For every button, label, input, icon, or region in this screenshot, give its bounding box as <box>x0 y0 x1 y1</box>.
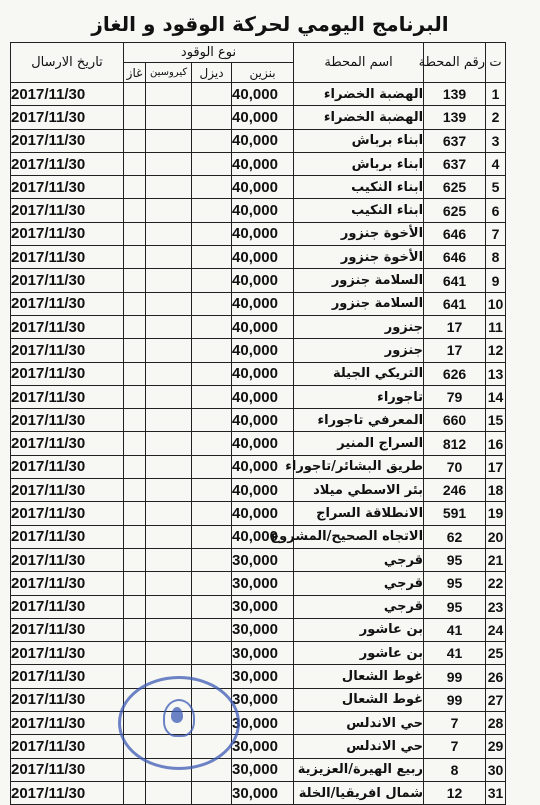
header-petrol: بنزين <box>232 63 294 83</box>
diesel-amount <box>192 479 232 502</box>
kerosene-amount <box>146 339 192 362</box>
petrol-amount: 40,000 <box>232 315 294 338</box>
table-row <box>11 176 506 199</box>
send-date: 2017/11/30 <box>11 548 124 571</box>
station-name: الهضبة الخضراء <box>294 106 424 129</box>
gas-amount <box>124 409 146 432</box>
send-date: 2017/11/30 <box>11 176 124 199</box>
table-row <box>11 665 506 688</box>
station-name: الأخوة جنزور <box>294 222 424 245</box>
send-date: 2017/11/30 <box>11 129 124 152</box>
table-row <box>11 618 506 641</box>
send-date: 2017/11/30 <box>11 618 124 641</box>
petrol-amount: 40,000 <box>232 106 294 129</box>
send-date: 2017/11/30 <box>11 83 124 106</box>
kerosene-amount <box>146 362 192 385</box>
send-date: 2017/11/30 <box>11 735 124 758</box>
diesel-amount <box>192 315 232 338</box>
gas-amount <box>124 199 146 222</box>
kerosene-amount <box>146 129 192 152</box>
gas-amount <box>124 362 146 385</box>
station-number: 41 <box>424 642 486 665</box>
kerosene-amount <box>146 642 192 665</box>
kerosene-amount <box>146 83 192 106</box>
petrol-amount: 40,000 <box>232 385 294 408</box>
kerosene-amount <box>146 618 192 641</box>
petrol-amount: 30,000 <box>232 595 294 618</box>
row-index: 12 <box>486 339 506 362</box>
droplet-icon <box>171 707 183 723</box>
station-name: حي الاندلس <box>294 712 424 735</box>
station-number: 641 <box>424 269 486 292</box>
table-row <box>11 106 506 129</box>
table-row <box>11 548 506 571</box>
petrol-amount: 40,000 <box>232 246 294 269</box>
diesel-amount <box>192 595 232 618</box>
row-index: 9 <box>486 269 506 292</box>
row-index: 10 <box>486 292 506 315</box>
diesel-amount <box>192 339 232 362</box>
send-date: 2017/11/30 <box>11 362 124 385</box>
petrol-amount: 40,000 <box>232 502 294 525</box>
diesel-amount <box>192 548 232 571</box>
row-index: 27 <box>486 688 506 711</box>
kerosene-amount <box>146 548 192 571</box>
kerosene-amount <box>146 315 192 338</box>
station-name: التريكي الجيلة <box>294 362 424 385</box>
petrol-amount: 40,000 <box>232 432 294 455</box>
gas-amount <box>124 642 146 665</box>
row-index: 28 <box>486 712 506 735</box>
table-row <box>11 246 506 269</box>
table-row <box>11 595 506 618</box>
gas-amount <box>124 315 146 338</box>
station-number: 41 <box>424 618 486 641</box>
station-number: 17 <box>424 339 486 362</box>
table-row <box>11 339 506 362</box>
gas-amount <box>124 246 146 269</box>
station-number: 812 <box>424 432 486 455</box>
row-index: 21 <box>486 548 506 571</box>
gas-amount <box>124 292 146 315</box>
gas-amount <box>124 152 146 175</box>
station-name: غوط الشعال <box>294 688 424 711</box>
station-number: 17 <box>424 315 486 338</box>
kerosene-amount <box>146 409 192 432</box>
fuel-schedule-table <box>10 42 506 805</box>
row-index: 5 <box>486 176 506 199</box>
gas-amount <box>124 106 146 129</box>
station-name: ابناء النكيب <box>294 176 424 199</box>
kerosene-amount <box>146 106 192 129</box>
gas-amount <box>124 269 146 292</box>
diesel-amount <box>192 292 232 315</box>
table-row <box>11 455 506 478</box>
station-name: ابناء برباش <box>294 129 424 152</box>
table-row <box>11 362 506 385</box>
diesel-amount <box>192 502 232 525</box>
station-name: غوط الشعال <box>294 665 424 688</box>
station-name: المعرفي تاجوراء <box>294 409 424 432</box>
row-index: 23 <box>486 595 506 618</box>
gas-amount <box>124 618 146 641</box>
send-date: 2017/11/30 <box>11 525 124 548</box>
header-kerosene: كيروسين <box>146 63 192 83</box>
diesel-amount <box>192 572 232 595</box>
gas-amount <box>124 83 146 106</box>
kerosene-amount <box>146 781 192 804</box>
petrol-amount: 40,000 <box>232 222 294 245</box>
table-row <box>11 712 506 735</box>
send-date: 2017/11/30 <box>11 432 124 455</box>
petrol-amount: 40,000 <box>232 129 294 152</box>
row-index: 7 <box>486 222 506 245</box>
table-row <box>11 688 506 711</box>
table-row <box>11 292 506 315</box>
gas-amount <box>124 176 146 199</box>
send-date: 2017/11/30 <box>11 339 124 362</box>
row-index: 26 <box>486 665 506 688</box>
station-number: 139 <box>424 83 486 106</box>
gas-amount <box>124 758 146 781</box>
send-date: 2017/11/30 <box>11 712 124 735</box>
diesel-amount <box>192 83 232 106</box>
station-name: قرجي <box>294 595 424 618</box>
station-name: بن عاشور <box>294 642 424 665</box>
station-name: تاجوراء <box>294 385 424 408</box>
row-index: 17 <box>486 455 506 478</box>
petrol-amount: 30,000 <box>232 735 294 758</box>
gas-amount <box>124 432 146 455</box>
send-date: 2017/11/30 <box>11 292 124 315</box>
gas-amount <box>124 781 146 804</box>
header-diesel: ديزل <box>192 63 232 83</box>
station-number: 7 <box>424 735 486 758</box>
station-name: جنزور <box>294 315 424 338</box>
table-row <box>11 222 506 245</box>
petrol-amount: 40,000 <box>232 199 294 222</box>
official-stamp <box>118 676 240 770</box>
row-index: 30 <box>486 758 506 781</box>
station-name: الهضبة الخضراء <box>294 83 424 106</box>
header-send-date: تاريخ الارسال <box>11 43 124 83</box>
petrol-amount: 40,000 <box>232 292 294 315</box>
kerosene-amount <box>146 176 192 199</box>
station-number: 625 <box>424 176 486 199</box>
kerosene-amount <box>146 572 192 595</box>
send-date: 2017/11/30 <box>11 106 124 129</box>
station-name: ابناء النكيب <box>294 199 424 222</box>
diesel-amount <box>192 455 232 478</box>
gas-amount <box>124 339 146 362</box>
send-date: 2017/11/30 <box>11 758 124 781</box>
kerosene-amount <box>146 152 192 175</box>
gas-amount <box>124 502 146 525</box>
send-date: 2017/11/30 <box>11 781 124 804</box>
table-row <box>11 479 506 502</box>
station-name: ربيع الهيرة/العزيزية <box>294 758 424 781</box>
send-date: 2017/11/30 <box>11 479 124 502</box>
station-number: 99 <box>424 665 486 688</box>
station-name: السلامة جنزور <box>294 269 424 292</box>
diesel-amount <box>192 199 232 222</box>
diesel-amount <box>192 129 232 152</box>
petrol-amount: 40,000 <box>232 176 294 199</box>
kerosene-amount <box>146 432 192 455</box>
station-name: حي الاندلس <box>294 735 424 758</box>
table-row <box>11 409 506 432</box>
station-number: 246 <box>424 479 486 502</box>
station-name: السراج المنير <box>294 432 424 455</box>
diesel-amount <box>192 409 232 432</box>
station-name: الاتجاه الصحيح/المشروع <box>294 525 424 548</box>
gas-amount <box>124 385 146 408</box>
header-index: ت <box>486 43 506 83</box>
send-date: 2017/11/30 <box>11 385 124 408</box>
kerosene-amount <box>146 502 192 525</box>
table-row <box>11 781 506 804</box>
station-number: 62 <box>424 525 486 548</box>
station-name: السلامة جنزور <box>294 292 424 315</box>
send-date: 2017/11/30 <box>11 152 124 175</box>
station-number: 99 <box>424 688 486 711</box>
station-name: طريق البشائر/تاجوراء <box>294 455 424 478</box>
petrol-amount: 30,000 <box>232 548 294 571</box>
petrol-amount: 30,000 <box>232 572 294 595</box>
station-number: 591 <box>424 502 486 525</box>
document-title: البرنامج اليومي لحركة الوقود و الغاز <box>91 12 449 36</box>
petrol-amount: 30,000 <box>232 688 294 711</box>
diesel-amount <box>192 246 232 269</box>
row-index: 1 <box>486 83 506 106</box>
row-index: 19 <box>486 502 506 525</box>
diesel-amount <box>192 525 232 548</box>
table-row <box>11 432 506 455</box>
kerosene-amount <box>146 292 192 315</box>
row-index: 24 <box>486 618 506 641</box>
send-date: 2017/11/30 <box>11 199 124 222</box>
petrol-amount: 40,000 <box>232 339 294 362</box>
station-number: 95 <box>424 572 486 595</box>
station-number: 641 <box>424 292 486 315</box>
table-row <box>11 152 506 175</box>
station-number: 637 <box>424 129 486 152</box>
table-row <box>11 199 506 222</box>
send-date: 2017/11/30 <box>11 269 124 292</box>
station-number: 625 <box>424 199 486 222</box>
station-number: 12 <box>424 781 486 804</box>
station-name: بن عاشور <box>294 618 424 641</box>
station-name: جنزور <box>294 339 424 362</box>
row-index: 14 <box>486 385 506 408</box>
header-station-name: اسم المحطة <box>294 43 424 83</box>
station-number: 139 <box>424 106 486 129</box>
station-number: 8 <box>424 758 486 781</box>
row-index: 13 <box>486 362 506 385</box>
row-index: 2 <box>486 106 506 129</box>
kerosene-amount <box>146 222 192 245</box>
kerosene-amount <box>146 479 192 502</box>
send-date: 2017/11/30 <box>11 315 124 338</box>
send-date: 2017/11/30 <box>11 642 124 665</box>
send-date: 2017/11/30 <box>11 688 124 711</box>
send-date: 2017/11/30 <box>11 409 124 432</box>
table-row <box>11 269 506 292</box>
petrol-amount: 40,000 <box>232 152 294 175</box>
kerosene-amount <box>146 269 192 292</box>
petrol-amount: 40,000 <box>232 525 294 548</box>
row-index: 25 <box>486 642 506 665</box>
station-number: 7 <box>424 712 486 735</box>
row-index: 3 <box>486 129 506 152</box>
gas-amount <box>124 572 146 595</box>
station-name: قرجي <box>294 572 424 595</box>
header-station-no: رقم المحطة <box>424 43 486 83</box>
send-date: 2017/11/30 <box>11 246 124 269</box>
gas-amount <box>124 479 146 502</box>
petrol-amount: 30,000 <box>232 758 294 781</box>
table-row <box>11 385 506 408</box>
table-row <box>11 83 506 106</box>
row-index: 29 <box>486 735 506 758</box>
petrol-amount: 40,000 <box>232 455 294 478</box>
diesel-amount <box>192 176 232 199</box>
kerosene-amount <box>146 199 192 222</box>
row-index: 20 <box>486 525 506 548</box>
petrol-amount: 40,000 <box>232 479 294 502</box>
kerosene-amount <box>146 385 192 408</box>
row-index: 16 <box>486 432 506 455</box>
station-number: 646 <box>424 222 486 245</box>
header-gas: غاز <box>124 63 146 83</box>
petrol-amount: 40,000 <box>232 83 294 106</box>
gas-amount <box>124 595 146 618</box>
row-index: 31 <box>486 781 506 804</box>
header-fuel-type: نوع الوقود <box>124 43 294 63</box>
station-name: الانطلاقة السراج <box>294 502 424 525</box>
gas-amount <box>124 222 146 245</box>
table-row <box>11 642 506 665</box>
table-row <box>11 525 506 548</box>
kerosene-amount <box>146 246 192 269</box>
gas-amount <box>124 548 146 571</box>
send-date: 2017/11/30 <box>11 502 124 525</box>
petrol-amount: 30,000 <box>232 781 294 804</box>
row-index: 18 <box>486 479 506 502</box>
diesel-amount <box>192 432 232 455</box>
row-index: 22 <box>486 572 506 595</box>
station-number: 95 <box>424 595 486 618</box>
station-number: 95 <box>424 548 486 571</box>
send-date: 2017/11/30 <box>11 222 124 245</box>
table-row <box>11 758 506 781</box>
gas-amount <box>124 525 146 548</box>
petrol-amount: 30,000 <box>232 642 294 665</box>
diesel-amount <box>192 642 232 665</box>
station-number: 637 <box>424 152 486 175</box>
send-date: 2017/11/30 <box>11 455 124 478</box>
kerosene-amount <box>146 595 192 618</box>
gas-amount <box>124 455 146 478</box>
kerosene-amount <box>146 455 192 478</box>
diesel-amount <box>192 106 232 129</box>
row-index: 6 <box>486 199 506 222</box>
row-index: 4 <box>486 152 506 175</box>
table-row <box>11 572 506 595</box>
petrol-amount: 40,000 <box>232 362 294 385</box>
diesel-amount <box>192 269 232 292</box>
row-index: 15 <box>486 409 506 432</box>
gas-amount <box>124 129 146 152</box>
station-number: 70 <box>424 455 486 478</box>
station-number: 79 <box>424 385 486 408</box>
station-name: شمال افريقيا/الخلة <box>294 781 424 804</box>
table-row <box>11 502 506 525</box>
diesel-amount <box>192 618 232 641</box>
station-name: بئر الاسطي ميلاد <box>294 479 424 502</box>
table-row <box>11 129 506 152</box>
station-number: 660 <box>424 409 486 432</box>
petrol-amount: 40,000 <box>232 269 294 292</box>
send-date: 2017/11/30 <box>11 665 124 688</box>
station-name: الأخوة جنزور <box>294 246 424 269</box>
row-index: 8 <box>486 246 506 269</box>
petrol-amount: 30,000 <box>232 665 294 688</box>
diesel-amount <box>192 222 232 245</box>
send-date: 2017/11/30 <box>11 595 124 618</box>
petrol-amount: 30,000 <box>232 712 294 735</box>
table-row <box>11 315 506 338</box>
station-number: 646 <box>424 246 486 269</box>
station-number: 626 <box>424 362 486 385</box>
petrol-amount: 30,000 <box>232 618 294 641</box>
kerosene-amount <box>146 525 192 548</box>
row-index: 11 <box>486 315 506 338</box>
diesel-amount <box>192 362 232 385</box>
diesel-amount <box>192 152 232 175</box>
send-date: 2017/11/30 <box>11 572 124 595</box>
petrol-amount: 40,000 <box>232 409 294 432</box>
diesel-amount <box>192 385 232 408</box>
table-row <box>11 735 506 758</box>
station-name: قرجي <box>294 548 424 571</box>
station-name: ابناء برباش <box>294 152 424 175</box>
diesel-amount <box>192 781 232 804</box>
